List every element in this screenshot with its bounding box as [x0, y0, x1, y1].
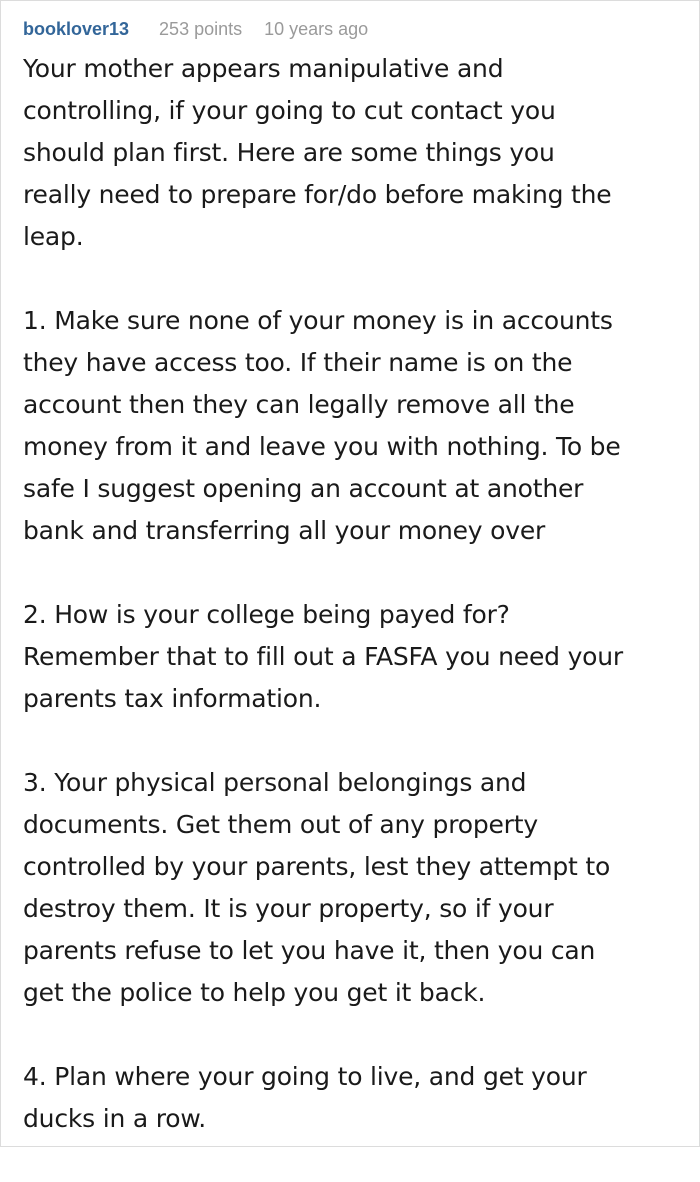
text-line: leap.	[23, 222, 84, 251]
text-line: Your mother appears manipulative and	[23, 54, 504, 83]
text-line: get the police to help you get it back.	[23, 978, 486, 1007]
comment-paragraph	[23, 762, 683, 1014]
text-line: 3. Your physical personal belongings and	[23, 768, 527, 797]
text-line: should plan first. Here are some things you	[23, 138, 555, 167]
text-line: 4. Plan where your going to live, and get your	[23, 1062, 587, 1091]
comment-paragraph	[23, 1056, 683, 1140]
text-line: documents. Get them out of any property	[23, 810, 538, 839]
text-line: 2. How is your college being payed for?	[23, 600, 510, 629]
comment-meta	[23, 19, 368, 45]
text-line: 1. Make sure none of your money is in accounts	[23, 306, 613, 335]
timestamp: 10 years ago	[264, 19, 369, 39]
text-line: parents refuse to let you have it, then you can	[23, 936, 596, 965]
text-line: controlled by your parents, lest they attempt to	[23, 852, 611, 881]
text-line: account then they can legally remove all the	[23, 390, 575, 419]
comment-body	[23, 48, 683, 1182]
comment-paragraph	[23, 594, 683, 720]
text-line: safe I suggest opening an account at another	[23, 474, 584, 503]
text-line: bank and transferring all your money over	[23, 516, 546, 545]
points-count: 253 points	[159, 19, 243, 39]
comment-paragraph	[23, 300, 683, 552]
text-line: ducks in a row.	[23, 1104, 207, 1133]
text-line: they have access too. If their name is on the	[23, 348, 573, 377]
text-line: destroy them. It is your property, so if your	[23, 894, 554, 923]
comment-paragraph	[23, 48, 683, 258]
text-line: Remember that to fill out a FASFA you need your	[23, 642, 623, 671]
text-line: money from it and leave you with nothing. To be	[23, 432, 621, 461]
text-line: parents tax information.	[23, 684, 322, 713]
username-link[interactable]: booklover13	[23, 19, 130, 39]
text-line: really need to prepare for/do before making the	[23, 180, 612, 209]
text-line: controlling, if your going to cut contact you	[23, 96, 556, 125]
